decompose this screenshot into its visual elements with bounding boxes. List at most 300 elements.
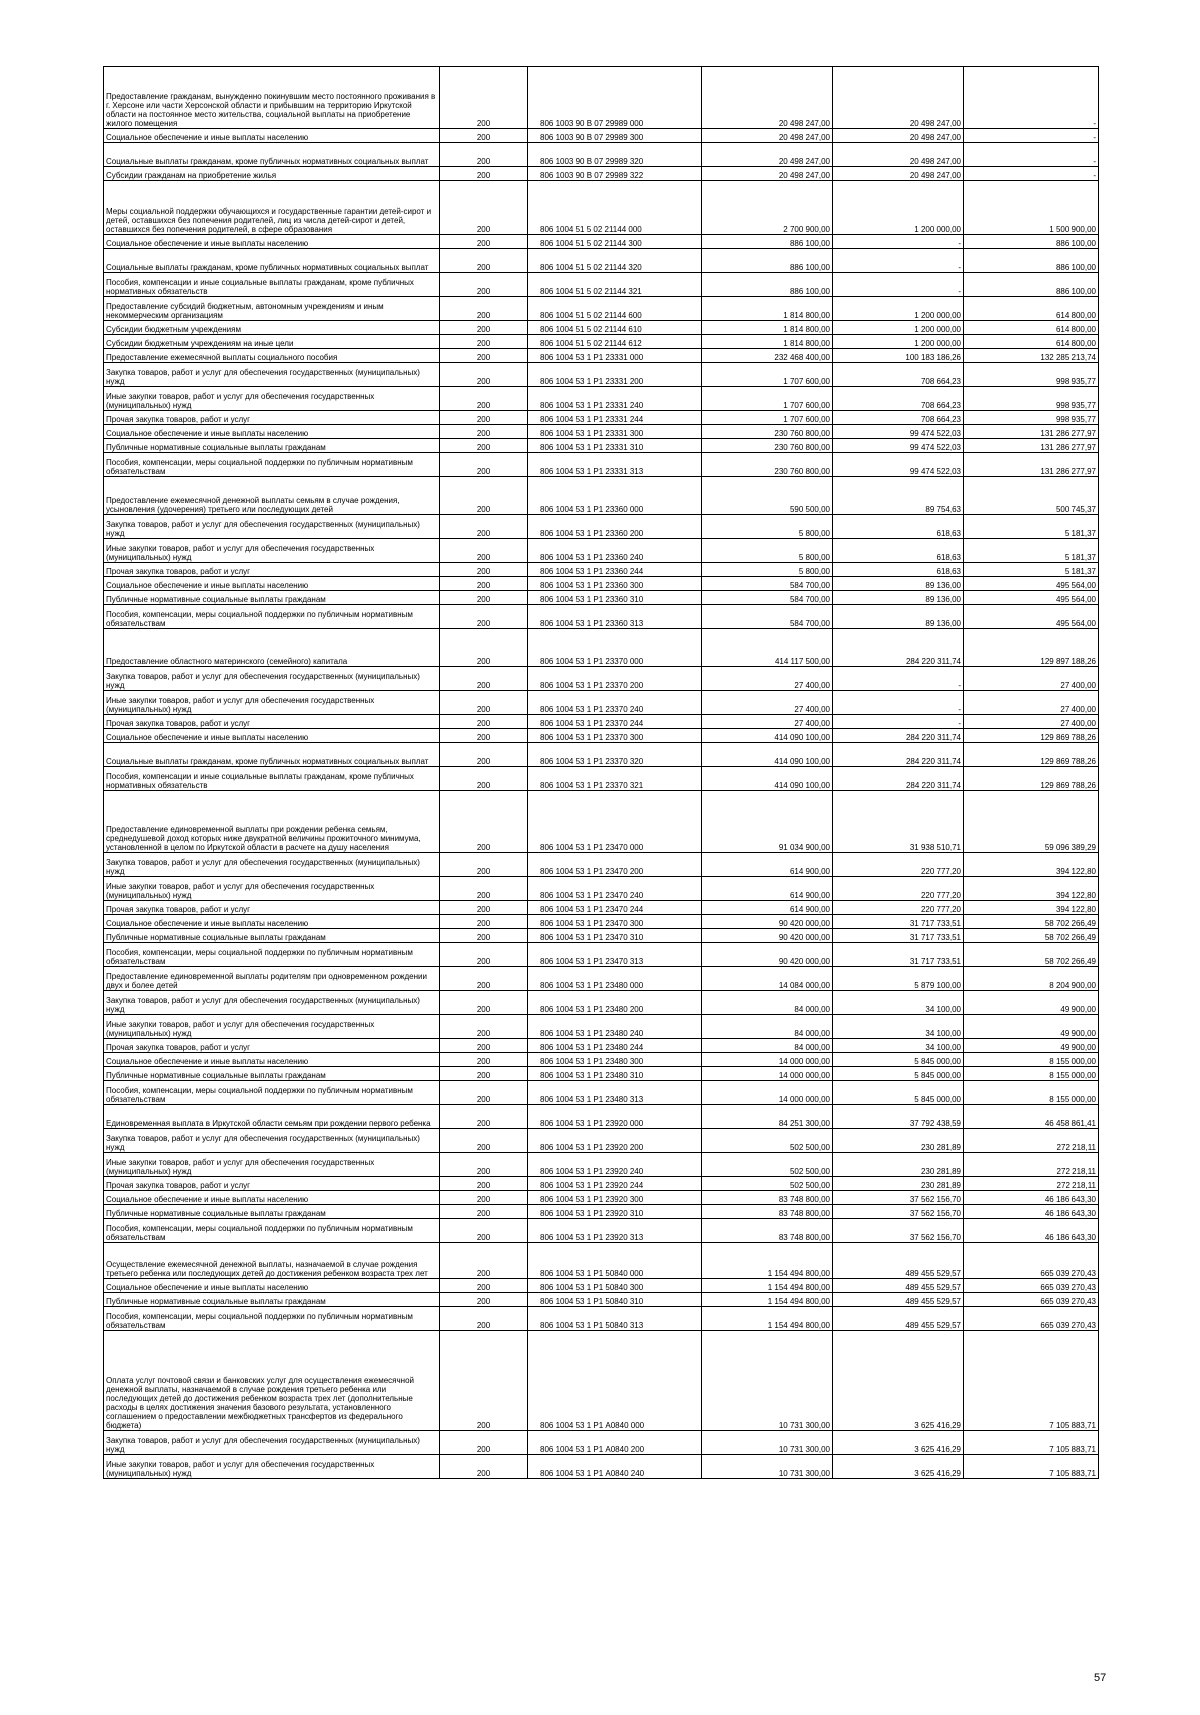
row-name: Пособия, компенсации и иные социальные выплаты гражданам, кроме публичных нормативных обязательств xyxy=(104,273,440,297)
row-name: Иные закупки товаров, работ и услуг для обеспечения государственных (муниципальных) нужд xyxy=(104,539,440,563)
row-unexecuted-amount: 886 100,00 xyxy=(964,273,1099,297)
row-budget-classification-code: 806 1004 53 1 Р1 23470 310 xyxy=(528,929,702,943)
row-code: 200 xyxy=(440,691,528,715)
row-unexecuted-amount: - xyxy=(964,129,1099,143)
row-executed-amount: 708 664,23 xyxy=(833,387,964,411)
row-executed-amount: 220 777,20 xyxy=(833,877,964,901)
row-approved-amount: 84 000,00 xyxy=(702,1015,833,1039)
table-row xyxy=(104,767,1099,791)
page-number: 57 xyxy=(1094,1672,1107,1684)
row-budget-classification-code: 806 1004 53 1 Р1 23920 313 xyxy=(528,1219,702,1243)
row-name: Иные закупки товаров, работ и услуг для обеспечения государственных (муниципальных) нужд xyxy=(104,1455,440,1479)
row-code: 200 xyxy=(440,967,528,991)
row-code: 200 xyxy=(440,249,528,273)
row-executed-amount: 89 136,00 xyxy=(833,605,964,629)
row-code: 200 xyxy=(440,235,528,249)
row-unexecuted-amount: 7 105 883,71 xyxy=(964,1431,1099,1455)
row-name: Иные закупки товаров, работ и услуг для обеспечения государственных (муниципальных) нужд xyxy=(104,1153,440,1177)
row-budget-classification-code: 806 1004 51 5 02 21144 600 xyxy=(528,297,702,321)
row-budget-classification-code: 806 1004 53 1 Р1 50840 313 xyxy=(528,1307,702,1331)
row-name: Социальное обеспечение и иные выплаты населению xyxy=(104,425,440,439)
row-executed-amount: 5 845 000,00 xyxy=(833,1067,964,1081)
row-name: Прочая закупка товаров, работ и услуг xyxy=(104,715,440,729)
row-approved-amount: 886 100,00 xyxy=(702,235,833,249)
row-budget-classification-code: 806 1004 53 1 Р1 23920 200 xyxy=(528,1129,702,1153)
row-budget-classification-code: 806 1004 53 1 Р1 23470 300 xyxy=(528,915,702,929)
row-unexecuted-amount: 394 122,80 xyxy=(964,877,1099,901)
row-unexecuted-amount: - xyxy=(964,67,1099,129)
row-code: 200 xyxy=(440,349,528,363)
row-code: 200 xyxy=(440,929,528,943)
row-budget-classification-code: 806 1004 53 1 Р1 23360 244 xyxy=(528,563,702,577)
row-name: Прочая закупка товаров, работ и услуг xyxy=(104,563,440,577)
row-approved-amount: 1 154 494 800,00 xyxy=(702,1279,833,1293)
row-name: Пособия, компенсации, меры социальной поддержки по публичным нормативным обязательствам xyxy=(104,1081,440,1105)
row-code: 200 xyxy=(440,1243,528,1279)
row-name: Социальное обеспечение и иные выплаты населению xyxy=(104,1191,440,1205)
table-row xyxy=(104,425,1099,439)
row-budget-classification-code: 806 1004 53 1 Р1 50840 310 xyxy=(528,1293,702,1307)
row-approved-amount: 14 000 000,00 xyxy=(702,1081,833,1105)
row-budget-classification-code: 806 1004 53 1 Р1 А0840 200 xyxy=(528,1431,702,1455)
row-code: 200 xyxy=(440,743,528,767)
row-unexecuted-amount: 998 935,77 xyxy=(964,363,1099,387)
row-approved-amount: 91 034 900,00 xyxy=(702,791,833,853)
row-unexecuted-amount: 5 181,37 xyxy=(964,515,1099,539)
row-unexecuted-amount: 495 564,00 xyxy=(964,605,1099,629)
table-row xyxy=(104,577,1099,591)
row-code: 200 xyxy=(440,539,528,563)
row-budget-classification-code: 806 1004 53 1 Р1 50840 300 xyxy=(528,1279,702,1293)
row-budget-classification-code: 806 1004 51 5 02 21144 612 xyxy=(528,335,702,349)
row-executed-amount: 5 879 100,00 xyxy=(833,967,964,991)
table-row xyxy=(104,1307,1099,1331)
row-budget-classification-code: 806 1004 53 1 Р1 23920 240 xyxy=(528,1153,702,1177)
row-approved-amount: 5 800,00 xyxy=(702,515,833,539)
row-approved-amount: 414 090 100,00 xyxy=(702,729,833,743)
table-row xyxy=(104,515,1099,539)
table-row xyxy=(104,991,1099,1015)
row-code: 200 xyxy=(440,729,528,743)
row-approved-amount: 584 700,00 xyxy=(702,577,833,591)
row-approved-amount: 886 100,00 xyxy=(702,273,833,297)
row-name: Субсидии бюджетным учреждениям xyxy=(104,321,440,335)
row-budget-classification-code: 806 1004 53 1 Р1 А0840 000 xyxy=(528,1331,702,1431)
table-row xyxy=(104,67,1099,129)
row-approved-amount: 90 420 000,00 xyxy=(702,929,833,943)
table-row xyxy=(104,629,1099,667)
row-approved-amount: 886 100,00 xyxy=(702,249,833,273)
row-executed-amount: 618,63 xyxy=(833,563,964,577)
row-budget-classification-code: 806 1004 53 1 Р1 23370 244 xyxy=(528,715,702,729)
row-code: 200 xyxy=(440,477,528,515)
row-approved-amount: 27 400,00 xyxy=(702,691,833,715)
row-approved-amount: 5 800,00 xyxy=(702,539,833,563)
row-unexecuted-amount: 46 186 643,30 xyxy=(964,1205,1099,1219)
row-unexecuted-amount: 7 105 883,71 xyxy=(964,1331,1099,1431)
row-code: 200 xyxy=(440,853,528,877)
table-row xyxy=(104,273,1099,297)
row-approved-amount: 1 814 800,00 xyxy=(702,335,833,349)
row-unexecuted-amount: 665 039 270,43 xyxy=(964,1293,1099,1307)
row-unexecuted-amount: 665 039 270,43 xyxy=(964,1279,1099,1293)
row-budget-classification-code: 806 1004 53 1 Р1 23360 310 xyxy=(528,591,702,605)
row-name: Субсидии бюджетным учреждениям на иные цели xyxy=(104,335,440,349)
row-executed-amount: 99 474 522,03 xyxy=(833,439,964,453)
row-name: Прочая закупка товаров, работ и услуг xyxy=(104,1177,440,1191)
row-name: Предоставление ежемесячной денежной выплаты семьям в случае рождения, усыновления (удочерения) третьего или последующих детей xyxy=(104,477,440,515)
row-code: 200 xyxy=(440,1331,528,1431)
row-executed-amount: 220 777,20 xyxy=(833,853,964,877)
row-approved-amount: 1 154 494 800,00 xyxy=(702,1243,833,1279)
row-budget-classification-code: 806 1004 53 1 Р1 23920 244 xyxy=(528,1177,702,1191)
table-row xyxy=(104,901,1099,915)
row-name: Публичные нормативные социальные выплаты гражданам xyxy=(104,1205,440,1219)
row-unexecuted-amount: 272 218,11 xyxy=(964,1129,1099,1153)
row-budget-classification-code: 806 1004 53 1 Р1 23920 300 xyxy=(528,1191,702,1205)
row-name: Осуществление ежемесячной денежной выплаты, назначаемой в случае рождения третьего ребенка или последующих детей до достижения ребенком возраста трех лет xyxy=(104,1243,440,1279)
table-row xyxy=(104,1293,1099,1307)
row-unexecuted-amount: - xyxy=(964,143,1099,167)
row-unexecuted-amount: 272 218,11 xyxy=(964,1153,1099,1177)
row-name: Предоставление единовременной выплаты при рождении ребенка семьям, среднедушевой доход которых ниже двукратной величины прожиточного минимума, установленной в целом по Иркутской области в расчете на душу населения xyxy=(104,791,440,853)
row-approved-amount: 414 090 100,00 xyxy=(702,767,833,791)
table-row xyxy=(104,1219,1099,1243)
row-executed-amount: 34 100,00 xyxy=(833,1015,964,1039)
row-budget-classification-code: 806 1004 51 5 02 21144 320 xyxy=(528,249,702,273)
row-executed-amount: 3 625 416,29 xyxy=(833,1455,964,1479)
row-approved-amount: 10 731 300,00 xyxy=(702,1431,833,1455)
table-row xyxy=(104,297,1099,321)
row-approved-amount: 20 498 247,00 xyxy=(702,129,833,143)
row-approved-amount: 10 731 300,00 xyxy=(702,1331,833,1431)
row-code: 200 xyxy=(440,901,528,915)
row-approved-amount: 1 707 600,00 xyxy=(702,387,833,411)
table-row xyxy=(104,967,1099,991)
row-unexecuted-amount: 8 155 000,00 xyxy=(964,1053,1099,1067)
row-budget-classification-code: 806 1004 53 1 Р1 23470 000 xyxy=(528,791,702,853)
row-name: Предоставление гражданам, вынужденно покинувшим место постоянного проживания в г. Херсоне или части Херсонской области и прибывшим на территорию Иркутской области на постоянное место жительства, социальной выплаты на приобретение жилого помещения xyxy=(104,67,440,129)
row-code: 200 xyxy=(440,1039,528,1053)
row-approved-amount: 20 498 247,00 xyxy=(702,143,833,167)
table-row xyxy=(104,539,1099,563)
row-budget-classification-code: 806 1004 53 1 Р1 23480 300 xyxy=(528,1053,702,1067)
row-approved-amount: 1 154 494 800,00 xyxy=(702,1307,833,1331)
row-executed-amount: 284 220 311,74 xyxy=(833,729,964,743)
row-unexecuted-amount: 27 400,00 xyxy=(964,715,1099,729)
row-approved-amount: 5 800,00 xyxy=(702,563,833,577)
row-name: Прочая закупка товаров, работ и услуг xyxy=(104,411,440,425)
row-executed-amount: 284 220 311,74 xyxy=(833,629,964,667)
row-approved-amount: 84 251 300,00 xyxy=(702,1105,833,1129)
row-executed-amount: 5 845 000,00 xyxy=(833,1053,964,1067)
row-executed-amount: 5 845 000,00 xyxy=(833,1081,964,1105)
table-row xyxy=(104,1177,1099,1191)
row-approved-amount: 83 748 800,00 xyxy=(702,1205,833,1219)
table-row xyxy=(104,1205,1099,1219)
row-executed-amount: 20 498 247,00 xyxy=(833,167,964,181)
row-code: 200 xyxy=(440,167,528,181)
row-budget-classification-code: 806 1004 53 1 Р1 23331 240 xyxy=(528,387,702,411)
row-budget-classification-code: 806 1004 53 1 Р1 23480 310 xyxy=(528,1067,702,1081)
row-approved-amount: 84 000,00 xyxy=(702,991,833,1015)
row-code: 200 xyxy=(440,273,528,297)
row-unexecuted-amount: 58 702 266,49 xyxy=(964,929,1099,943)
table-row xyxy=(104,853,1099,877)
row-name: Социальное обеспечение и иные выплаты населению xyxy=(104,729,440,743)
row-code: 200 xyxy=(440,1279,528,1293)
row-name: Закупка товаров, работ и услуг для обеспечения государственных (муниципальных) нужд xyxy=(104,1431,440,1455)
row-code: 200 xyxy=(440,577,528,591)
row-name: Пособия, компенсации, меры социальной поддержки по публичным нормативным обязательствам xyxy=(104,605,440,629)
row-unexecuted-amount: 46 186 643,30 xyxy=(964,1191,1099,1205)
row-approved-amount: 14 084 000,00 xyxy=(702,967,833,991)
row-name: Предоставление субсидий бюджетным, автономным учреждениям и иным некоммерческим организациям xyxy=(104,297,440,321)
table-row xyxy=(104,321,1099,335)
table-row xyxy=(104,929,1099,943)
row-executed-amount: 489 455 529,57 xyxy=(833,1293,964,1307)
row-code: 200 xyxy=(440,1129,528,1153)
row-approved-amount: 20 498 247,00 xyxy=(702,67,833,129)
row-unexecuted-amount: 394 122,80 xyxy=(964,853,1099,877)
row-unexecuted-amount: 59 096 389,29 xyxy=(964,791,1099,853)
row-executed-amount: 1 200 000,00 xyxy=(833,181,964,235)
row-code: 200 xyxy=(440,1205,528,1219)
row-budget-classification-code: 806 1004 53 1 Р1 23480 240 xyxy=(528,1015,702,1039)
row-budget-classification-code: 806 1004 53 1 Р1 23370 300 xyxy=(528,729,702,743)
row-code: 200 xyxy=(440,1219,528,1243)
row-approved-amount: 590 500,00 xyxy=(702,477,833,515)
row-code: 200 xyxy=(440,943,528,967)
row-name: Субсидии гражданам на приобретение жилья xyxy=(104,167,440,181)
row-unexecuted-amount: 5 181,37 xyxy=(964,539,1099,563)
table-row xyxy=(104,591,1099,605)
row-name: Закупка товаров, работ и услуг для обеспечения государственных (муниципальных) нужд xyxy=(104,363,440,387)
row-budget-classification-code: 806 1004 53 1 Р1 23470 313 xyxy=(528,943,702,967)
row-approved-amount: 230 760 800,00 xyxy=(702,425,833,439)
row-executed-amount: 284 220 311,74 xyxy=(833,743,964,767)
row-budget-classification-code: 806 1004 53 1 Р1 23331 300 xyxy=(528,425,702,439)
row-unexecuted-amount: 5 181,37 xyxy=(964,563,1099,577)
row-code: 200 xyxy=(440,1067,528,1081)
row-unexecuted-amount: 998 935,77 xyxy=(964,411,1099,425)
row-unexecuted-amount: 614 800,00 xyxy=(964,321,1099,335)
row-budget-classification-code: 806 1003 90 В 07 29989 320 xyxy=(528,143,702,167)
table-row xyxy=(104,363,1099,387)
row-executed-amount: 100 183 186,26 xyxy=(833,349,964,363)
row-unexecuted-amount: 272 218,11 xyxy=(964,1177,1099,1191)
row-code: 200 xyxy=(440,591,528,605)
row-unexecuted-amount: 129 869 788,26 xyxy=(964,767,1099,791)
row-budget-classification-code: 806 1004 53 1 Р1 23331 310 xyxy=(528,439,702,453)
row-budget-classification-code: 806 1004 53 1 Р1 23370 320 xyxy=(528,743,702,767)
row-budget-classification-code: 806 1004 53 1 Р1 50840 000 xyxy=(528,1243,702,1279)
table-row xyxy=(104,1243,1099,1279)
table-row xyxy=(104,453,1099,477)
row-code: 200 xyxy=(440,715,528,729)
row-approved-amount: 502 500,00 xyxy=(702,1129,833,1153)
row-unexecuted-amount: 500 745,37 xyxy=(964,477,1099,515)
table-row xyxy=(104,1039,1099,1053)
row-code: 200 xyxy=(440,1105,528,1129)
row-budget-classification-code: 806 1003 90 В 07 29989 322 xyxy=(528,167,702,181)
row-executed-amount: 489 455 529,57 xyxy=(833,1243,964,1279)
row-unexecuted-amount: 665 039 270,43 xyxy=(964,1243,1099,1279)
row-budget-classification-code: 806 1004 53 1 Р1 23480 000 xyxy=(528,967,702,991)
table-row xyxy=(104,877,1099,901)
row-unexecuted-amount: 614 800,00 xyxy=(964,297,1099,321)
row-budget-classification-code: 806 1004 53 1 Р1 23480 244 xyxy=(528,1039,702,1053)
row-budget-classification-code: 806 1004 51 5 02 21144 000 xyxy=(528,181,702,235)
table-row xyxy=(104,1153,1099,1177)
row-executed-amount: 230 281,89 xyxy=(833,1153,964,1177)
row-name: Предоставление единовременной выплаты родителям при одновременном рождении двух и более детей xyxy=(104,967,440,991)
row-name: Иные закупки товаров, работ и услуг для обеспечения государственных (муниципальных) нужд xyxy=(104,691,440,715)
row-approved-amount: 90 420 000,00 xyxy=(702,943,833,967)
row-name: Пособия, компенсации, меры социальной поддержки по публичным нормативным обязательствам xyxy=(104,1307,440,1331)
row-budget-classification-code: 806 1004 53 1 Р1 23360 000 xyxy=(528,477,702,515)
row-executed-amount: 31 717 733,51 xyxy=(833,929,964,943)
row-approved-amount: 414 117 500,00 xyxy=(702,629,833,667)
table-row xyxy=(104,915,1099,929)
row-code: 200 xyxy=(440,877,528,901)
table-row xyxy=(104,129,1099,143)
row-code: 200 xyxy=(440,915,528,929)
row-code: 200 xyxy=(440,1191,528,1205)
row-unexecuted-amount: 49 900,00 xyxy=(964,1015,1099,1039)
row-unexecuted-amount: 131 286 277,97 xyxy=(964,439,1099,453)
row-name: Пособия, компенсации, меры социальной поддержки по публичным нормативным обязательствам xyxy=(104,1219,440,1243)
table-row xyxy=(104,605,1099,629)
row-approved-amount: 502 500,00 xyxy=(702,1177,833,1191)
row-name: Меры социальной поддержки обучающихся и государственные гарантии детей-сирот и детей, оставшихся без попечения родителей, лиц из числа детей-сирот и детей, оставшихся без попечения родителей, в сфере образования xyxy=(104,181,440,235)
row-budget-classification-code: 806 1004 53 1 Р1 23331 000 xyxy=(528,349,702,363)
row-name: Социальные выплаты гражданам, кроме публичных нормативных социальных выплат xyxy=(104,249,440,273)
row-executed-amount: - xyxy=(833,715,964,729)
row-executed-amount: 89 754,63 xyxy=(833,477,964,515)
row-code: 200 xyxy=(440,1177,528,1191)
row-executed-amount: 37 562 156,70 xyxy=(833,1191,964,1205)
row-code: 200 xyxy=(440,439,528,453)
row-executed-amount: 34 100,00 xyxy=(833,1039,964,1053)
row-budget-classification-code: 806 1004 53 1 Р1 23920 000 xyxy=(528,1105,702,1129)
row-code: 200 xyxy=(440,297,528,321)
row-unexecuted-amount: 131 286 277,97 xyxy=(964,425,1099,439)
row-executed-amount: 99 474 522,03 xyxy=(833,425,964,439)
row-unexecuted-amount: 129 869 788,26 xyxy=(964,743,1099,767)
table-row xyxy=(104,1053,1099,1067)
table-row xyxy=(104,1279,1099,1293)
table-row xyxy=(104,1455,1099,1479)
row-approved-amount: 614 900,00 xyxy=(702,877,833,901)
table-row xyxy=(104,249,1099,273)
row-executed-amount: 230 281,89 xyxy=(833,1129,964,1153)
row-executed-amount: 284 220 311,74 xyxy=(833,767,964,791)
row-unexecuted-amount: 1 500 900,00 xyxy=(964,181,1099,235)
row-name: Предоставление ежемесячной выплаты социального пособия xyxy=(104,349,440,363)
row-name: Закупка товаров, работ и услуг для обеспечения государственных (муниципальных) нужд xyxy=(104,853,440,877)
row-approved-amount: 232 468 400,00 xyxy=(702,349,833,363)
row-approved-amount: 20 498 247,00 xyxy=(702,167,833,181)
row-unexecuted-amount: 46 186 643,30 xyxy=(964,1219,1099,1243)
row-approved-amount: 27 400,00 xyxy=(702,667,833,691)
row-code: 200 xyxy=(440,1015,528,1039)
table-row xyxy=(104,715,1099,729)
row-name: Социальное обеспечение и иные выплаты населению xyxy=(104,1279,440,1293)
table-row xyxy=(104,411,1099,425)
row-code: 200 xyxy=(440,335,528,349)
row-code: 200 xyxy=(440,667,528,691)
row-unexecuted-amount: 129 869 788,26 xyxy=(964,729,1099,743)
row-unexecuted-amount: - xyxy=(964,167,1099,181)
table-row xyxy=(104,387,1099,411)
row-name: Прочая закупка товаров, работ и услуг xyxy=(104,1039,440,1053)
row-budget-classification-code: 806 1004 53 1 Р1 А0840 240 xyxy=(528,1455,702,1479)
row-code: 200 xyxy=(440,321,528,335)
row-budget-classification-code: 806 1004 53 1 Р1 23480 313 xyxy=(528,1081,702,1105)
row-name: Социальное обеспечение и иные выплаты населению xyxy=(104,577,440,591)
row-budget-classification-code: 806 1004 53 1 Р1 23360 300 xyxy=(528,577,702,591)
row-approved-amount: 584 700,00 xyxy=(702,605,833,629)
row-executed-amount: 618,63 xyxy=(833,515,964,539)
row-approved-amount: 414 090 100,00 xyxy=(702,743,833,767)
row-executed-amount: 3 625 416,29 xyxy=(833,1331,964,1431)
row-name: Публичные нормативные социальные выплаты гражданам xyxy=(104,439,440,453)
row-unexecuted-amount: 129 897 188,26 xyxy=(964,629,1099,667)
row-approved-amount: 1 814 800,00 xyxy=(702,321,833,335)
row-name: Социальное обеспечение и иные выплаты населению xyxy=(104,1053,440,1067)
row-unexecuted-amount: 49 900,00 xyxy=(964,1039,1099,1053)
row-name: Единовременная выплата в Иркутской области семьям при рождении первого ребенка xyxy=(104,1105,440,1129)
row-budget-classification-code: 806 1004 53 1 Р1 23360 313 xyxy=(528,605,702,629)
table-row xyxy=(104,1015,1099,1039)
row-approved-amount: 1 814 800,00 xyxy=(702,297,833,321)
table-row xyxy=(104,143,1099,167)
row-code: 200 xyxy=(440,991,528,1015)
row-unexecuted-amount: 886 100,00 xyxy=(964,249,1099,273)
row-code: 200 xyxy=(440,129,528,143)
row-executed-amount: 20 498 247,00 xyxy=(833,67,964,129)
row-executed-amount: 220 777,20 xyxy=(833,901,964,915)
row-name: Прочая закупка товаров, работ и услуг xyxy=(104,901,440,915)
row-unexecuted-amount: 394 122,80 xyxy=(964,901,1099,915)
table-row xyxy=(104,477,1099,515)
row-executed-amount: - xyxy=(833,691,964,715)
row-budget-classification-code: 806 1004 53 1 Р1 23360 200 xyxy=(528,515,702,539)
row-executed-amount: 1 200 000,00 xyxy=(833,297,964,321)
row-approved-amount: 2 700 900,00 xyxy=(702,181,833,235)
row-unexecuted-amount: 46 458 861,41 xyxy=(964,1105,1099,1129)
row-name: Закупка товаров, работ и услуг для обеспечения государственных (муниципальных) нужд xyxy=(104,667,440,691)
row-budget-classification-code: 806 1004 53 1 Р1 23920 310 xyxy=(528,1205,702,1219)
row-unexecuted-amount: 998 935,77 xyxy=(964,387,1099,411)
row-executed-amount: 89 136,00 xyxy=(833,591,964,605)
table-body xyxy=(104,67,1099,1479)
row-unexecuted-amount: 665 039 270,43 xyxy=(964,1307,1099,1331)
row-unexecuted-amount: 58 702 266,49 xyxy=(964,915,1099,929)
row-unexecuted-amount: 49 900,00 xyxy=(964,991,1099,1015)
row-executed-amount: 20 498 247,00 xyxy=(833,143,964,167)
row-name: Публичные нормативные социальные выплаты гражданам xyxy=(104,1293,440,1307)
table-row xyxy=(104,1067,1099,1081)
row-executed-amount: - xyxy=(833,273,964,297)
row-budget-classification-code: 806 1004 53 1 Р1 23331 313 xyxy=(528,453,702,477)
row-approved-amount: 502 500,00 xyxy=(702,1153,833,1177)
row-budget-classification-code: 806 1004 53 1 Р1 23470 240 xyxy=(528,877,702,901)
row-code: 200 xyxy=(440,387,528,411)
row-unexecuted-amount: 495 564,00 xyxy=(964,577,1099,591)
table-row xyxy=(104,1081,1099,1105)
